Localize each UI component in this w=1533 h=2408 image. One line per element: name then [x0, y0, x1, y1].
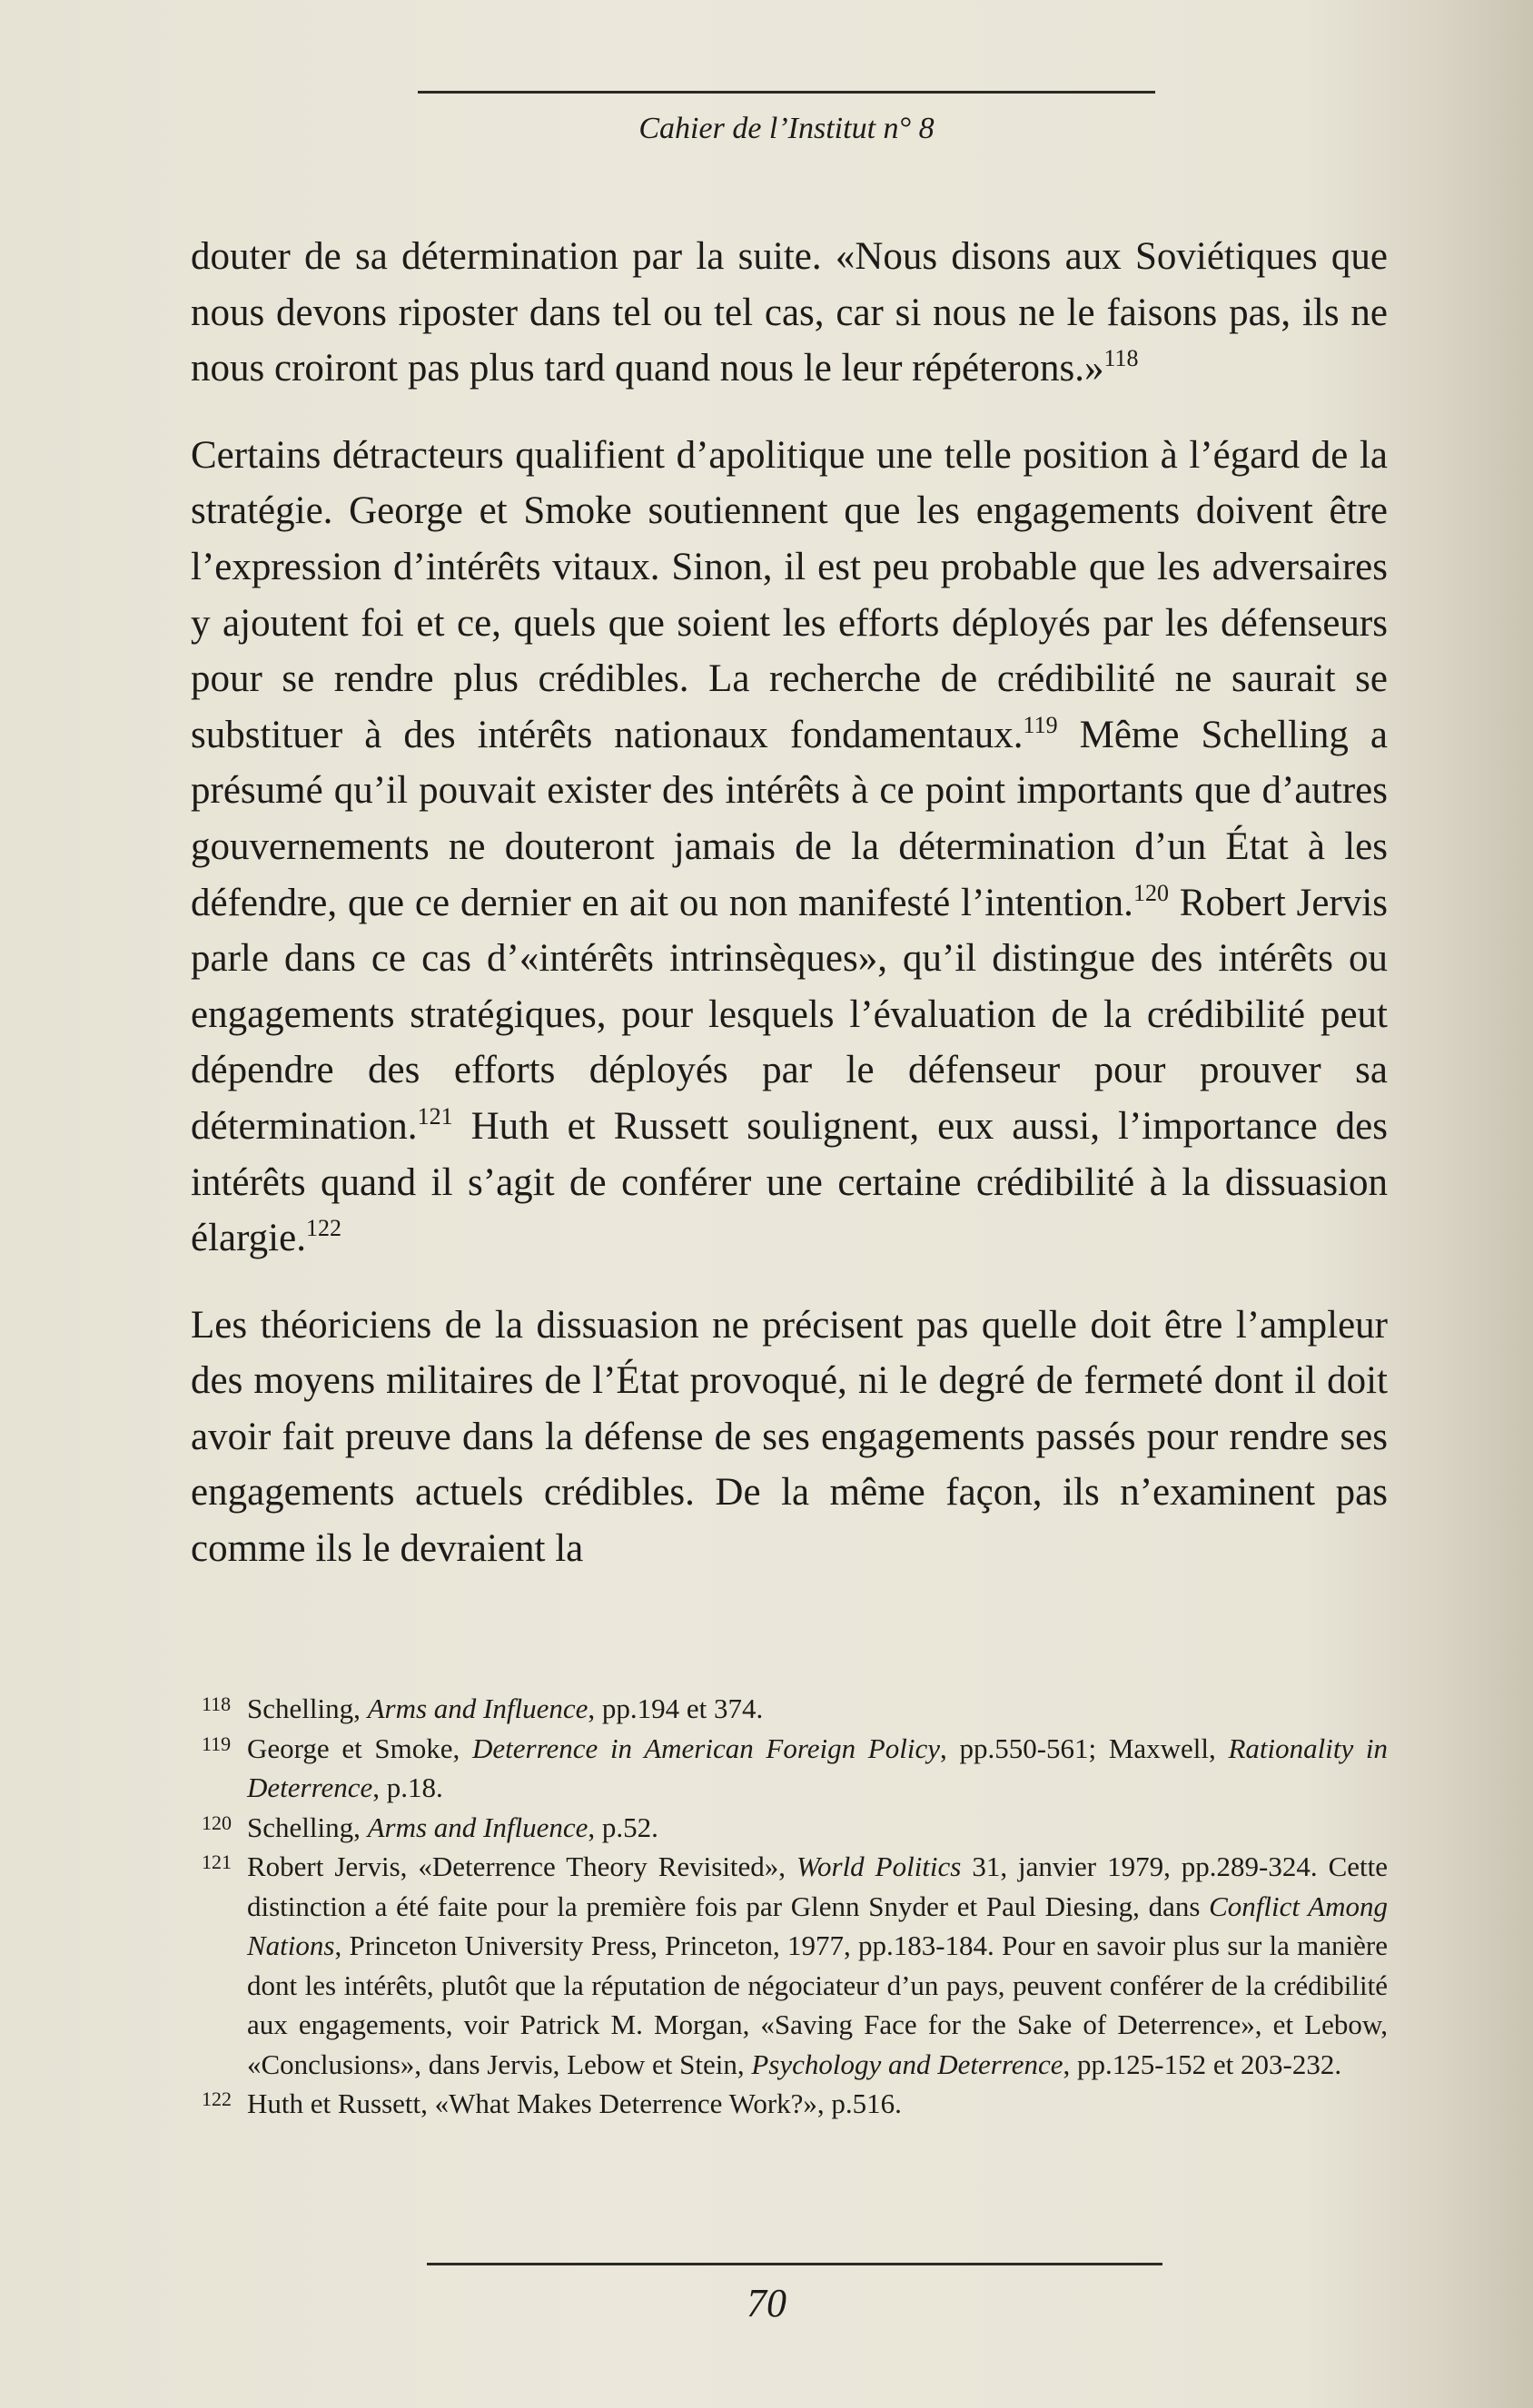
page-number: 70: [747, 2281, 786, 2325]
paragraph-3: [191, 1298, 1388, 1577]
footnote-122: [202, 2084, 1388, 2124]
footnote-title: World Politics: [796, 1850, 962, 1882]
footnote-number: 121: [202, 1850, 232, 1873]
footnote-text: , pp.550-561; Maxwell,: [940, 1732, 1229, 1764]
paragraph-2: [191, 428, 1388, 1267]
footnote-number: 118: [202, 1693, 232, 1715]
running-head: Cahier de l’Institut n° 8: [638, 112, 935, 145]
footnote-number: 120: [202, 1811, 232, 1834]
paragraph-2-part-d: Huth et Russett soulignent, eux aussi, l’importance des intérêts quand il s’agit de conférer une certaine crédibilité à la dissuasion élargie.: [191, 1104, 1388, 1260]
footnote-ref-120: 120: [1132, 879, 1169, 906]
footnote-ref-118: 118: [1103, 345, 1139, 372]
footnote-text: Huth et Russett, «What Makes Deterrence Work?», p.516.: [247, 2087, 902, 2119]
footnote-title: Conflict Among Nations: [247, 1890, 1388, 1961]
footnote-text: , pp.194 et 374.: [588, 1693, 764, 1724]
footnote-text: , pp.125-152 et 203-232.: [1063, 2048, 1342, 2080]
paragraph-2-part-b: Même Schelling a présumé qu’il pouvait exister des intérêts à ce point importants que d’autres gouvernements ne douteront jamais de la détermination d’un État à les défendre, que ce dernier en ait ou non manifesté l’intention.: [191, 713, 1388, 924]
footnote-120: [202, 1808, 1388, 1848]
footnote-ref-122: 122: [305, 1215, 341, 1242]
footnote-text: George et Smoke,: [247, 1732, 472, 1764]
paragraph-1-text: douter de sa détermination par la suite. «Nous disons aux Soviétiques que nous devons riposter dans tel ou tel cas, car si nous ne le faisons pas, ils ne nous croiront pas plus tard quand nous le leur répéterons.»: [191, 235, 1388, 390]
footnote-text: , p.52.: [588, 1811, 658, 1843]
footnotes: [202, 1689, 1388, 2124]
footnote-title: Rationality in Deterrence: [247, 1732, 1389, 1803]
footnote-121: [202, 1847, 1388, 2084]
footnote-number: 122: [202, 2087, 232, 2110]
footnote-number: 119: [202, 1732, 232, 1755]
paragraph-3-text: Les théoriciens de la dissuasion ne précisent pas quelle doit être l’ampleur des moyens militaires de l’État provoqué, ni le degré de fermeté dont il doit avoir fait preuve dans la défense de ses engagements passés pour rendre ses engagements actuels crédibles. De la même façon, ils n’examinent pas comme ils le devraient la: [191, 1303, 1388, 1571]
footnote-119: [202, 1729, 1388, 1808]
footnote-title: Deterrence in American Foreign Policy: [471, 1732, 940, 1764]
paragraph-2-part-a: Certains détracteurs qualifient d’apolitique une telle position à l’égard de la stratégie. George et Smoke soutiennent que les engagements doivent être l’expression d’intérêts vitaux. Sinon, il est peu probable que les adversaires y ajoutent foi et ce, quels que soient les efforts déployés par les défenseurs pour se rendre plus crédibles. La recherche de crédibilité ne saurait se substituer à des intérêts nationaux fondamentaux.: [191, 433, 1388, 756]
footnote-text: Robert Jervis, «Deterrence Theory Revisited»,: [247, 1850, 797, 1882]
footnote-text: 31, janvier 1979, pp.289-324. Cette distinction a été faite pour la première fois par Glenn Snyder et Paul Diesing, dans: [247, 1850, 1389, 1922]
footnote-title: Arms and Influence: [367, 1811, 588, 1843]
footnote-text: Schelling,: [247, 1811, 368, 1843]
footnote-118: [202, 1689, 1388, 1729]
paragraph-2-part-c: Robert Jervis parle dans ce cas d’«intérêts intrinsèques», qu’il distingue des intérêts ou engagements stratégiques, pour lesquels l’évaluation de la crédibilité peut dépendre des efforts déployés par le défenseur pour prouver sa détermination.: [191, 881, 1388, 1148]
paragraph-1: [191, 229, 1388, 397]
footnote-title: Arms and Influence: [367, 1693, 588, 1724]
main-text: [191, 229, 1388, 1577]
footnote-text: , Princeton University Press, Princeton, 1977, pp.183-184. Pour en savoir plus sur la manière dont les intérêts, plutôt que la réputation de négociateur d’un pays, peuvent conférer de la crédibilité aux engagements, voir Patrick M. Morgan, «Saving Face for the Sake of Deterrence», et Lebow, «Conclusions», dans Jervis, Lebow et Stein,: [247, 1929, 1388, 2080]
footnote-title: Psychology and Deterrence: [751, 2048, 1063, 2080]
header-rule: [418, 91, 1155, 94]
footer-rule: [427, 2263, 1162, 2265]
footnote-ref-121: 121: [417, 1102, 453, 1130]
footnote-text: Schelling,: [247, 1693, 368, 1724]
footnote-text: , p.18.: [372, 1771, 443, 1803]
footnote-ref-119: 119: [1023, 711, 1058, 738]
